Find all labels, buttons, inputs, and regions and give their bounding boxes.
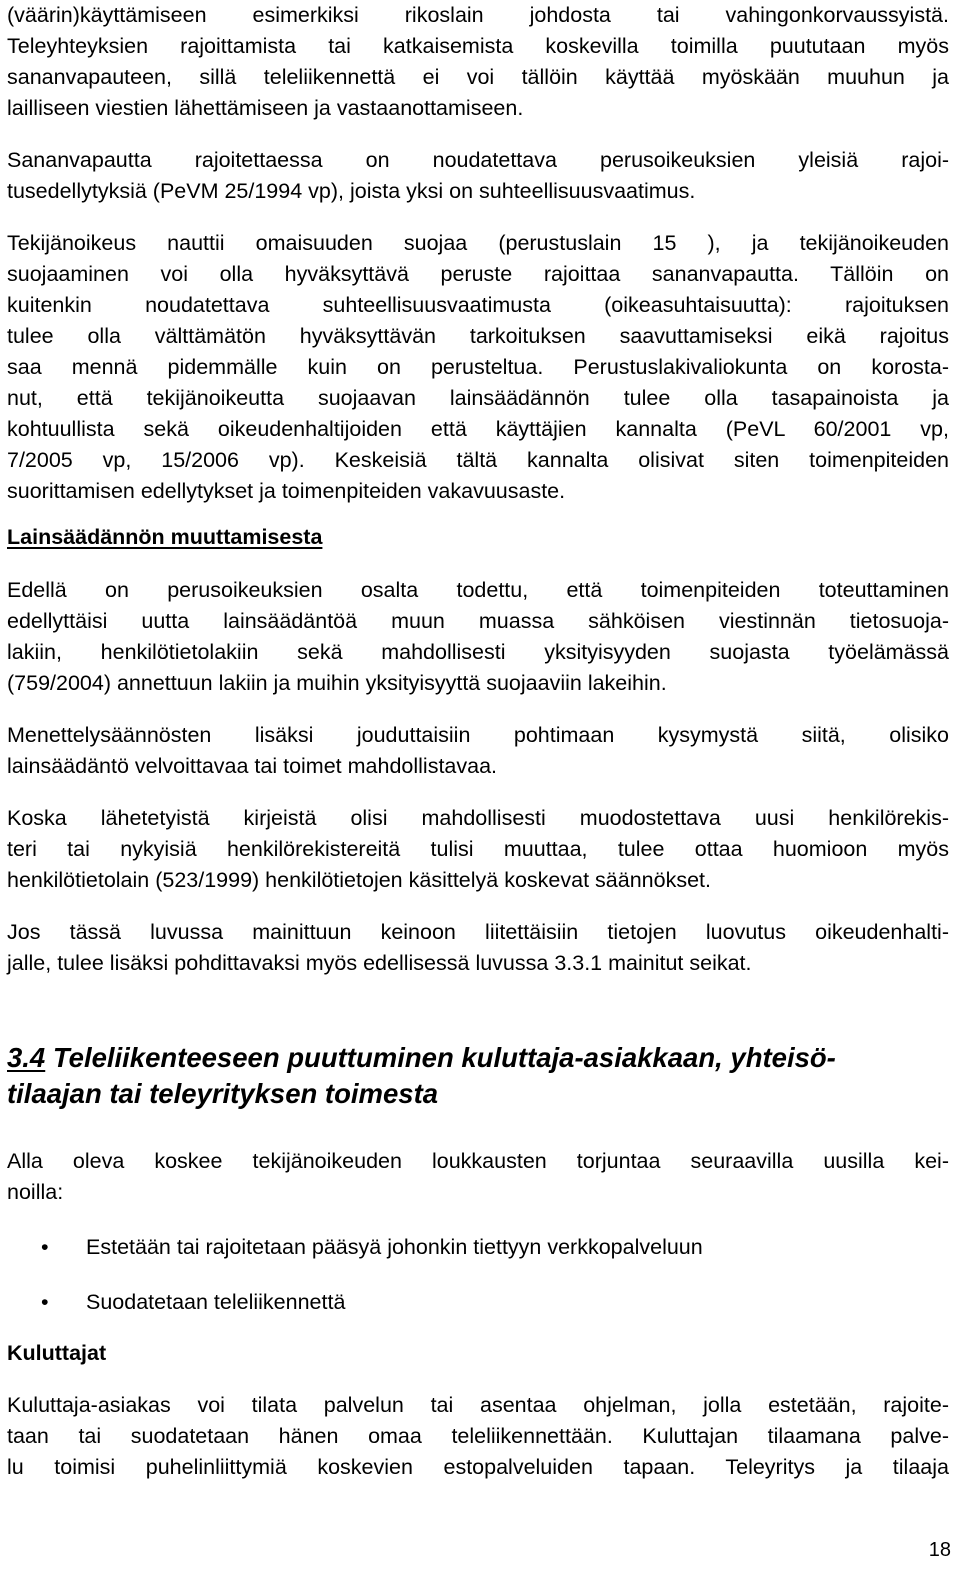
section-number: 3.4 (7, 1042, 46, 1073)
bullet-marker: • (41, 1235, 49, 1259)
paragraph-line: (759/2004) annettuun lakiin ja muihin yksityisyyttä suojaaviin lakeihin. (7, 671, 667, 695)
paragraph-line: 7/2005 vp, 15/2006 vp). Keskeisiä tältä kannalta olisivat siten toimenpiteiden (7, 448, 949, 472)
paragraph-line: saa mennä pidemmälle kuin on perusteltua. Perustuslakivaliokunta on korosta- (7, 355, 949, 379)
paragraph-line: teri tai nykyisiä henkilörekistereitä tulisi muuttaa, tulee ottaa huomioon myös (7, 837, 949, 861)
paragraph-line: lakiin, henkilötietolakiin sekä mahdollisesti yksityisyyden suojasta työelämässä (7, 640, 949, 664)
list-item: Estetään tai rajoitetaan pääsyä johonkin tiettyyn verkkopalveluun (86, 1235, 703, 1259)
paragraph-line: suojaaminen voi olla hyväksyttävä peruste rajoittaa sananvapautta. Tällöin on (7, 262, 949, 286)
paragraph-line: Kuluttaja-asiakas voi tilata palvelun tai asentaa ohjelman, jolla estetään, rajoite- (7, 1393, 949, 1417)
paragraph-line: (väärin)käyttämiseen esimerkiksi rikoslain johdosta tai vahingonkorvaussyistä. (7, 3, 949, 27)
paragraph-line: kohtuullista sekä oikeudenhaltijoiden että käyttäjien kannalta (PeVL 60/2001 vp, (7, 417, 949, 441)
paragraph-line: Teleyhteyksien rajoittamista tai katkaisemista koskevilla toimilla puututaan myös (7, 34, 949, 58)
paragraph-line: jalle, tulee lisäksi pohdittavaksi myös edellisessä luvussa 3.3.1 mainitut seikat. (7, 951, 752, 975)
subheading-legislation: Lainsäädännön muuttamisesta (7, 525, 323, 549)
section-heading-line (7, 1040, 949, 1076)
paragraph-line: taan tai suodatetaan hänen omaa teleliikennettään. Kuluttajan tilaamana palve- (7, 1424, 949, 1448)
page-number: 18 (928, 1539, 951, 1561)
paragraph-line: tulee olla välttämätön hyväksyttävän tarkoituksen saavuttamiseksi eikä rajoitus (7, 324, 949, 348)
paragraph-line: Alla oleva koskee tekijänoikeuden loukkausten torjuntaa seuraavilla uusilla kei- (7, 1149, 949, 1173)
paragraph-line: Koska lähetetyistä kirjeistä olisi mahdollisesti muodostettava uusi henkilörekis- (7, 806, 949, 830)
list-item: Suodatetaan teleliikennettä (86, 1290, 346, 1314)
section-heading-line: tilaajan tai teleyrityksen toimesta (7, 1078, 439, 1109)
paragraph-line: nut, että tekijänoikeutta suojaavan lainsäädännön tulee olla tasapainoista ja (7, 386, 949, 410)
paragraph-line: Menettelysäännösten lisäksi jouduttaisiin pohtimaan kysymystä siitä, olisiko (7, 723, 949, 747)
paragraph-line: lailliseen viestien lähettämiseen ja vastaanottamiseen. (7, 96, 524, 120)
paragraph-line: Sananvapautta rajoitettaessa on noudatettava perusoikeuksien yleisiä rajoi- (7, 148, 949, 172)
paragraph-line: Jos tässä luvussa mainittuun keinoon liitettäisiin tietojen luovutus oikeudenhalti- (7, 920, 949, 944)
paragraph-line: lu toimisi puhelinliittymiä koskevien estopalveluiden tapaan. Teleyritys ja tilaaja (7, 1455, 949, 1479)
paragraph-line: kuitenkin noudatettava suhteellisuusvaatimusta (oikeasuhtaisuutta): rajoituksen (7, 293, 949, 317)
paragraph-line: Tekijänoikeus nauttii omaisuuden suojaa (perustuslain 15 ), ja tekijänoikeuden (7, 231, 949, 255)
bullet-marker: • (41, 1290, 49, 1314)
paragraph-line: lainsäädäntö velvoittavaa tai toimet mahdollistavaa. (7, 754, 498, 778)
paragraph-line: Edellä on perusoikeuksien osalta todettu, että toimenpiteiden toteuttaminen (7, 578, 949, 602)
paragraph-line: tusedellytyksiä (PeVM 25/1994 vp), joista yksi on suhteellisuusvaatimus. (7, 179, 696, 203)
section-title-part: Teleliikenteeseen puuttuminen kuluttaja-asiakkaan, yhteisö- (45, 1042, 836, 1073)
subheading-consumers: Kuluttajat (7, 1341, 107, 1365)
paragraph-line: suorittamisen edellytykset ja toimenpiteiden vakavuusaste. (7, 479, 566, 503)
paragraph-line: noilla: (7, 1180, 64, 1204)
paragraph-line: edellyttäisi uutta lainsäädäntöä muun muassa sähköisen viestinnän tietosuoja- (7, 609, 949, 633)
paragraph-line: sananvapauteen, sillä teleliikennettä ei voi tällöin käyttää myöskään muuhun ja (7, 65, 949, 89)
paragraph-line: henkilötietolain (523/1999) henkilötietojen käsittelyä koskevat säännökset. (7, 868, 711, 892)
